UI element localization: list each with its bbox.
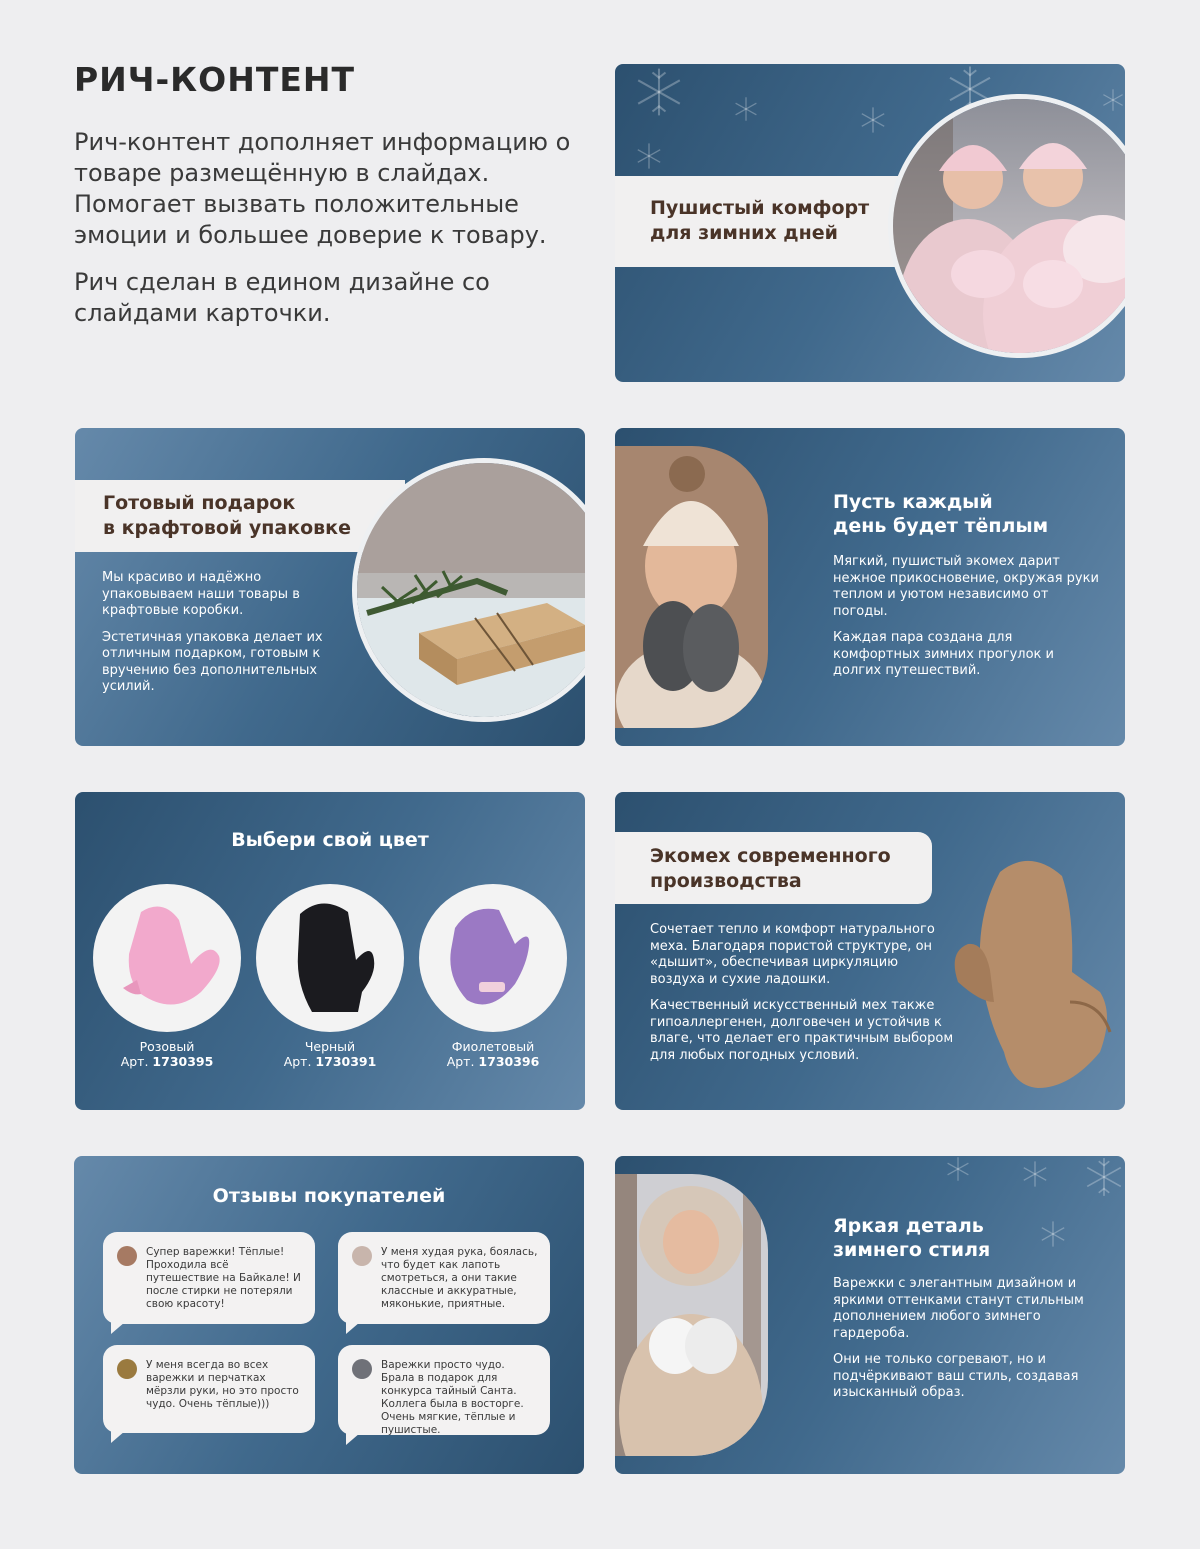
- slide-reviews: [74, 1156, 584, 1474]
- review-bubble: [338, 1232, 550, 1324]
- photo-two-women-in-pink: [888, 94, 1125, 358]
- photo-beige-mitten: [950, 852, 1120, 1096]
- slide-description: Варежки с элегантным дизайном и яркими оттенками станут стильным дополнением любого зимнего гардероба. Они не только согревают, но и подчёркивают ваш стиль, создавая изысканный образ.: [833, 1276, 1084, 1400]
- color-swatch-black[interactable]: [256, 884, 404, 1032]
- slide-heading: Экомех современного производства: [650, 845, 891, 892]
- slide-description: Мягкий, пушистый экомех дарит нежное прикосновение, окружая руки теплом и уютом независимо от погоды. Каждая пара создана для комфортных зимних прогулок и долгих путешествий.: [833, 554, 1099, 678]
- snowflake-icon: [1083, 1156, 1125, 1198]
- slide-heading: Готовый подарок в крафтовой упаковке: [103, 492, 351, 539]
- slide-description: Сочетает тепло и комфорт натурального меха. Благодаря пористой структуре, он «дышит», обеспечивая циркуляцию воздуха и сухие ладошки. Качественный искусственный мех также гипоаллергенен, долговечен и устойчив к влаге, что делает его практичным выбором для любых погодных условий.: [650, 922, 954, 1063]
- color-swatch-violet[interactable]: [419, 884, 567, 1032]
- slide-gift-package: [75, 428, 585, 746]
- slide-description: Мы красиво и надёжно упаковываем наши товары в крафтовые коробки. Эстетичная упаковка делает их отличным подарком, готовым к вручению без дополнительных усилий.: [102, 570, 323, 694]
- snowflake-icon: [859, 106, 887, 134]
- swatch-caption-violet: Фиолетовый Арт. 1730396: [446, 1039, 540, 1069]
- slide-heading: Отзывы покупателей: [212, 1185, 446, 1207]
- review-text: Супер варежки! Тёплые! Проходила всё путешествие на Байкале! И после стирки не потеряли свою красоту!: [146, 1246, 301, 1310]
- slide-heading: Пусть каждый день будет тёплым: [833, 491, 1049, 537]
- intro-section: [74, 60, 584, 329]
- snowflake-icon: [733, 96, 759, 122]
- snowflake-icon: [1039, 1220, 1067, 1248]
- reviewer-avatar: [117, 1246, 137, 1266]
- photo-woman-in-hat: [615, 446, 768, 728]
- review-bubble: [103, 1232, 315, 1324]
- reviewer-avatar: [117, 1359, 137, 1379]
- slide-heading: Пушистый комфорт для зимних дней: [650, 197, 870, 244]
- intro-paragraph-1: Рич-контент дополняет информацию о товаре размещённую в слайдах. Помогает вызвать положительные эмоции и большее доверие к товару.: [74, 128, 571, 249]
- reviewer-avatar: [352, 1246, 372, 1266]
- slide-heading: Выбери свой цвет: [231, 829, 429, 851]
- swatch-caption-black: Черный Арт. 1730391: [283, 1039, 377, 1069]
- snowflake-icon: [945, 1156, 971, 1182]
- slide-ecofur: [615, 792, 1125, 1110]
- review-bubble: [103, 1345, 315, 1433]
- slide-warm-every-day: [615, 428, 1125, 746]
- slide-heading: Яркая деталь зимнего стиля: [833, 1215, 991, 1261]
- review-bubble: [338, 1345, 550, 1435]
- intro-paragraph-2: Рич сделан в едином дизайне со слайдами карточки.: [74, 268, 490, 327]
- swatch-caption-pink: Розовый Арт. 1730395: [120, 1039, 214, 1069]
- page-title: РИЧ-КОНТЕНТ: [74, 60, 355, 99]
- photo-woman-in-fur-hood: [615, 1174, 768, 1456]
- review-text: Варежки просто чудо. Брала в подарок для конкурса тайный Санта. Коллега была в восторге. Очень мягкие, тёплые и пушистые.: [381, 1359, 524, 1436]
- slide-choose-color: [75, 792, 585, 1110]
- snowflake-icon: [1021, 1160, 1049, 1188]
- review-text: У меня всегда во всех варежки и перчатках мёрзли руки, но это просто чудо. Очень тёплые))): [146, 1359, 299, 1410]
- review-text: У меня худая рука, боялась, что будет как лапоть смотреться, а они такие классные и аккуратные, мяконькие, приятные.: [381, 1246, 538, 1310]
- snowflake-icon: [1101, 88, 1125, 112]
- slide-bright-detail: [615, 1156, 1125, 1474]
- reviewer-avatar: [352, 1359, 372, 1379]
- snowflake-icon: [633, 66, 685, 118]
- slide-fluffy-comfort: [615, 64, 1125, 382]
- snowflake-icon: [635, 142, 663, 170]
- color-swatch-pink[interactable]: [93, 884, 241, 1032]
